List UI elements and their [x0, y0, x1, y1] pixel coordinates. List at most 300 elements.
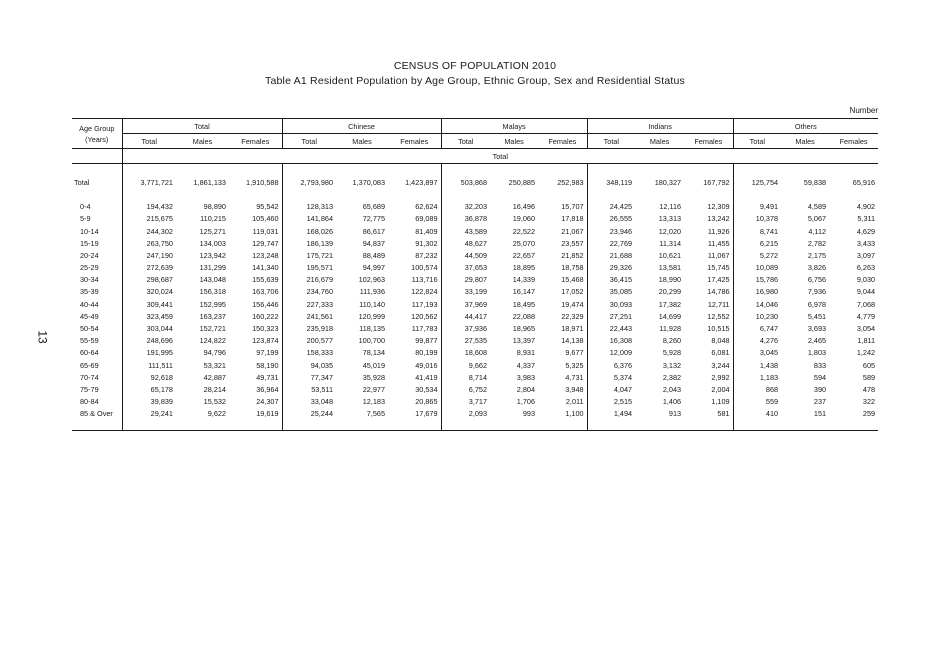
value-cell: 3,717	[441, 396, 490, 408]
value-cell: 158,333	[282, 347, 336, 359]
value-cell: 2,465	[807, 336, 827, 346]
value-cell: 28,214	[203, 384, 226, 394]
value-cell: 581	[717, 409, 730, 419]
value-cell: 10,515	[707, 324, 730, 334]
value-cell: 2,382	[662, 372, 682, 382]
value-cell: 259	[862, 409, 876, 419]
value-cell: 18,990	[658, 275, 682, 285]
table-body	[72, 164, 878, 431]
value-cell: 5,311	[857, 214, 876, 224]
value-cell: 237	[813, 397, 827, 407]
value-cell: 23,946	[587, 225, 635, 237]
value-cell: 191,995	[122, 347, 176, 359]
value-cell: 16,496	[512, 202, 536, 212]
value-cell: 589	[862, 372, 876, 382]
value-cell: 410	[733, 408, 781, 420]
value-cell: 8,741	[733, 225, 781, 237]
value-cell: 1,811	[857, 336, 876, 346]
value-cell: 194,432	[122, 201, 176, 213]
value-cell: 32,203	[441, 201, 490, 213]
value-cell: 120,999	[358, 311, 386, 321]
value-cell: 36,415	[587, 274, 635, 286]
value-cell: 594	[813, 372, 827, 382]
value-cell: 111,936	[359, 287, 386, 297]
value-cell: 2,004	[711, 384, 730, 394]
age-group-cell: 35-39	[80, 287, 99, 297]
value-cell: 2,043	[662, 384, 682, 394]
value-cell: 37,936	[441, 322, 490, 334]
value-cell: 24,307	[256, 397, 279, 407]
value-cell: 1,183	[733, 371, 781, 383]
age-group-cell: 30-34	[80, 275, 99, 285]
value-cell: 18,895	[512, 263, 536, 273]
value-cell: 227,333	[282, 298, 336, 310]
value-cell: 22,977	[362, 384, 386, 394]
value-cell: 2,515	[587, 396, 635, 408]
value-cell: 19,060	[512, 214, 536, 224]
value-cell: 141,340	[252, 263, 279, 273]
value-cell: 1,438	[733, 359, 781, 371]
value-cell: 125,271	[199, 226, 226, 236]
value-cell: 1,242	[856, 348, 876, 358]
value-cell: 263,750	[122, 237, 176, 249]
value-cell: 605	[862, 360, 876, 370]
value-cell: 113,716	[411, 275, 438, 285]
value-cell: 6,756	[807, 275, 827, 285]
age-group-cell: 0-4	[80, 202, 91, 212]
value-cell: 2,793,980	[282, 176, 336, 188]
value-cell: 105,460	[252, 214, 279, 224]
value-cell: 18,971	[561, 324, 584, 334]
value-cell: 23,557	[561, 238, 584, 248]
table-row	[72, 359, 878, 371]
value-cell: 9,677	[565, 348, 584, 358]
value-cell: 150,323	[252, 324, 279, 334]
value-cell: 298,687	[122, 274, 176, 286]
value-cell: 13,313	[658, 214, 682, 224]
value-cell: 4,589	[807, 202, 827, 212]
value-cell: 7,068	[856, 299, 876, 309]
value-cell: 18,965	[512, 324, 536, 334]
value-cell: 4,112	[808, 226, 827, 236]
value-cell: 320,024	[122, 286, 176, 298]
value-cell: 16,147	[512, 287, 536, 297]
value-cell: 17,679	[415, 409, 438, 419]
subheader-males: Males	[192, 136, 213, 146]
table-row	[72, 383, 878, 395]
value-cell: 124,822	[199, 336, 226, 346]
value-cell: 81,409	[415, 226, 438, 236]
table-row	[72, 249, 878, 261]
value-cell: 2,175	[807, 250, 827, 260]
value-cell: 2,804	[516, 384, 536, 394]
group-header-total: Total	[122, 119, 282, 134]
value-cell: 36,878	[441, 213, 490, 225]
value-cell: 234,760	[282, 286, 336, 298]
group-header-chinese: Chinese	[282, 119, 441, 134]
value-cell: 14,046	[733, 298, 781, 310]
subheader-males: Males	[649, 136, 670, 146]
subheader-females: Females	[839, 136, 868, 146]
page-number: 13	[35, 330, 50, 344]
value-cell: 95,542	[256, 202, 279, 212]
value-cell: 21,067	[561, 226, 584, 236]
value-cell: 11,926	[707, 226, 730, 236]
value-cell: 53,321	[203, 360, 226, 370]
unit-label: Number	[849, 106, 878, 115]
value-cell: 20,865	[415, 397, 438, 407]
value-cell: 4,731	[565, 372, 584, 382]
value-cell: 5,451	[807, 311, 827, 321]
age-group-header	[72, 119, 122, 149]
value-cell: 30,093	[587, 298, 635, 310]
value-cell: 49,016	[415, 360, 438, 370]
value-cell: 48,627	[441, 237, 490, 249]
value-cell: 151	[813, 409, 827, 419]
value-cell: 1,100	[565, 409, 584, 419]
value-cell: 167,792	[703, 177, 730, 187]
value-cell: 12,552	[707, 311, 730, 321]
value-cell: 186,139	[282, 237, 336, 249]
value-cell: 94,035	[282, 359, 336, 371]
value-cell: 309,441	[122, 298, 176, 310]
value-cell: 156,446	[252, 299, 279, 309]
value-cell: 80,199	[415, 348, 438, 358]
value-cell: 18,495	[512, 299, 536, 309]
value-cell: 1,803	[807, 348, 827, 358]
value-cell: 15,468	[561, 275, 584, 285]
subheader-total: Total	[733, 134, 781, 149]
value-cell: 152,721	[199, 324, 226, 334]
age-group-cell: 5-9	[80, 214, 91, 224]
value-cell: 16,308	[587, 335, 635, 347]
value-cell: 833	[813, 360, 827, 370]
age-group-cell: 20-24	[80, 250, 99, 260]
value-cell: 6,752	[441, 383, 490, 395]
value-cell: 241,561	[282, 310, 336, 322]
value-cell: 91,302	[415, 238, 438, 248]
value-cell: 2,782	[807, 238, 827, 248]
value-cell: 94,837	[362, 238, 386, 248]
age-group-cell: 80-84	[80, 397, 99, 407]
value-cell: 19,619	[256, 409, 279, 419]
value-cell: 16,980	[733, 286, 781, 298]
age-group-cell: Total	[74, 177, 90, 187]
value-cell: 77,347	[282, 371, 336, 383]
value-cell: 17,818	[561, 214, 584, 224]
value-cell: 323,459	[122, 310, 176, 322]
value-cell: 119,031	[252, 226, 279, 236]
value-cell: 12,116	[659, 202, 682, 212]
group-header-indians: Indians	[587, 119, 733, 134]
value-cell: 5,325	[565, 360, 584, 370]
value-cell: 26,555	[587, 213, 635, 225]
census-table	[72, 118, 878, 431]
value-cell: 5,067	[807, 214, 827, 224]
value-cell: 180,327	[654, 177, 682, 187]
value-cell: 390	[813, 384, 827, 394]
age-group-unit: (Years)	[85, 134, 109, 144]
value-cell: 10,378	[733, 213, 781, 225]
value-cell: 17,052	[561, 287, 584, 297]
value-cell: 29,807	[441, 274, 490, 286]
value-cell: 102,963	[358, 275, 386, 285]
value-cell: 4,779	[856, 311, 876, 321]
value-cell: 141,864	[282, 213, 336, 225]
age-group-cell: 15-19	[80, 238, 99, 248]
value-cell: 252,983	[557, 177, 584, 187]
subheader-total: Total	[282, 134, 336, 149]
value-cell: 9,030	[856, 275, 876, 285]
table-row	[72, 396, 878, 408]
value-cell: 235,918	[282, 322, 336, 334]
value-cell: 1,370,083	[352, 177, 386, 187]
value-cell: 78,134	[362, 348, 386, 358]
age-group-cell: 55-59	[80, 336, 99, 346]
value-cell: 99,877	[415, 336, 438, 346]
value-cell: 125,754	[733, 176, 781, 188]
group-header-malays: Malays	[441, 119, 587, 134]
value-cell: 5,374	[587, 371, 635, 383]
subheader-females: Females	[548, 136, 577, 146]
value-cell: 14,786	[707, 287, 730, 297]
subheader-females: Females	[400, 136, 429, 146]
value-cell: 65,689	[362, 202, 386, 212]
value-cell: 11,314	[659, 238, 682, 248]
subheader-males: Males	[504, 136, 524, 146]
age-group-cell: 60-64	[80, 348, 99, 358]
value-cell: 45,019	[362, 360, 386, 370]
value-cell: 30,534	[415, 384, 438, 394]
value-cell: 993	[522, 409, 536, 419]
value-cell: 12,183	[362, 397, 386, 407]
value-cell: 134,003	[199, 238, 226, 248]
value-cell: 163,706	[252, 287, 279, 297]
value-cell: 12,711	[707, 299, 730, 309]
page-title: CENSUS OF POPULATION 2010	[393, 60, 557, 72]
table-row	[72, 335, 878, 347]
value-cell: 117,193	[411, 299, 438, 309]
value-cell: 110,215	[200, 214, 226, 224]
table-row	[72, 213, 878, 225]
value-cell: 3,097	[856, 250, 876, 260]
total-row	[72, 176, 878, 188]
value-cell: 8,260	[662, 336, 682, 346]
value-cell: 22,522	[512, 226, 536, 236]
table-row	[72, 225, 878, 237]
value-cell: 22,088	[512, 311, 536, 321]
value-cell: 14,699	[658, 311, 682, 321]
value-cell: 6,215	[733, 237, 781, 249]
value-cell: 87,232	[415, 250, 438, 260]
value-cell: 9,622	[207, 409, 226, 419]
value-cell: 247,190	[122, 249, 176, 261]
age-group-cell: 85 & Over	[80, 409, 113, 419]
value-cell: 2,093	[441, 408, 490, 420]
value-cell: 7,936	[807, 287, 827, 297]
table-row	[72, 274, 878, 286]
value-cell: 12,309	[707, 202, 730, 212]
subheader-total: Total	[441, 134, 490, 149]
value-cell: 21,852	[561, 250, 584, 260]
value-cell: 117,783	[411, 324, 438, 334]
value-cell: 22,769	[587, 237, 635, 249]
value-cell: 168,026	[282, 225, 336, 237]
value-cell: 29,241	[122, 408, 176, 420]
value-cell: 913	[668, 409, 682, 419]
value-cell: 62,624	[415, 202, 438, 212]
value-cell: 9,662	[441, 359, 490, 371]
age-group-cell: 50-54	[80, 324, 99, 334]
age-group-cell: 45-49	[80, 311, 99, 321]
value-cell: 20,299	[658, 287, 682, 297]
table-row	[72, 262, 878, 274]
value-cell: 111,511	[122, 359, 176, 371]
table-row	[72, 408, 878, 420]
subheader-males: Males	[795, 136, 815, 146]
value-cell: 3,948	[565, 384, 584, 394]
table-row	[72, 322, 878, 334]
value-cell: 195,571	[282, 262, 336, 274]
value-cell: 10,230	[733, 310, 781, 322]
value-cell: 3,132	[662, 360, 682, 370]
value-cell: 2,992	[711, 372, 730, 382]
value-cell: 44,509	[441, 249, 490, 261]
value-cell: 244,302	[122, 225, 176, 237]
table-row	[72, 371, 878, 383]
value-cell: 4,902	[856, 202, 876, 212]
residential-status-header: Total	[122, 149, 878, 164]
value-cell: 156,318	[199, 287, 226, 297]
value-cell: 21,688	[587, 249, 635, 261]
value-cell: 215,675	[122, 213, 176, 225]
value-cell: 3,771,721	[122, 176, 176, 188]
value-cell: 65,178	[122, 383, 176, 395]
value-cell: 250,885	[508, 177, 536, 187]
value-cell: 17,425	[707, 275, 730, 285]
value-cell: 100,574	[411, 263, 438, 273]
value-cell: 17,382	[658, 299, 682, 309]
subheader-females: Females	[694, 136, 723, 146]
value-cell: 322	[862, 397, 876, 407]
value-cell: 88,489	[362, 250, 386, 260]
value-cell: 18,608	[441, 347, 490, 359]
value-cell: 72,775	[362, 214, 386, 224]
value-cell: 33,048	[282, 396, 336, 408]
value-cell: 92,618	[122, 371, 176, 383]
value-cell: 152,995	[199, 299, 226, 309]
value-cell: 10,089	[733, 262, 781, 274]
age-group-cell: 25-29	[80, 263, 99, 273]
value-cell: 3,045	[733, 347, 781, 359]
value-cell: 303,044	[122, 322, 176, 334]
value-cell: 1,406	[662, 397, 682, 407]
value-cell: 37,653	[441, 262, 490, 274]
value-cell: 94,796	[203, 348, 226, 358]
value-cell: 13,397	[512, 336, 536, 346]
age-group-cell: 40-44	[80, 299, 99, 309]
value-cell: 25,070	[512, 238, 536, 248]
value-cell: 248,696	[122, 335, 176, 347]
value-cell: 98,890	[203, 202, 226, 212]
value-cell: 12,020	[658, 226, 682, 236]
value-cell: 348,119	[587, 176, 635, 188]
value-cell: 94,997	[362, 263, 386, 273]
value-cell: 216,679	[282, 274, 336, 286]
value-cell: 123,942	[199, 250, 226, 260]
value-cell: 12,009	[587, 347, 635, 359]
value-cell: 13,581	[658, 263, 682, 273]
value-cell: 15,786	[733, 274, 781, 286]
age-group-cell: 75-79	[80, 384, 99, 394]
value-cell: 8,714	[441, 371, 490, 383]
value-cell: 4,629	[856, 226, 876, 236]
subheader-males: Males	[352, 136, 372, 146]
value-cell: 4,276	[733, 335, 781, 347]
table-subtitle: Table A1 Resident Population by Age Group, Ethnic Group, Sex and Residential Status	[265, 75, 685, 87]
value-cell: 9,491	[733, 201, 781, 213]
value-cell: 3,983	[516, 372, 536, 382]
table-row	[72, 237, 878, 249]
subheader-total: Total	[122, 134, 176, 149]
value-cell: 478	[862, 384, 876, 394]
value-cell: 15,532	[203, 397, 226, 407]
table-row	[72, 298, 878, 310]
value-cell: 8,931	[516, 348, 536, 358]
value-cell: 19,474	[561, 299, 584, 309]
value-cell: 58,190	[256, 360, 279, 370]
value-cell: 22,657	[512, 250, 536, 260]
subheader-row	[72, 134, 878, 149]
value-cell: 29,326	[587, 262, 635, 274]
value-cell: 110,140	[359, 299, 386, 309]
table-row	[72, 310, 878, 322]
value-cell: 1,423,897	[405, 177, 438, 187]
value-cell: 4,337	[516, 360, 536, 370]
value-cell: 35,085	[587, 286, 635, 298]
value-cell: 5,928	[662, 348, 682, 358]
table-row	[72, 201, 878, 213]
value-cell: 123,248	[252, 250, 279, 260]
value-cell: 2,011	[565, 397, 584, 407]
value-cell: 1,494	[587, 408, 635, 420]
value-cell: 15,745	[707, 263, 730, 273]
value-cell: 43,589	[441, 225, 490, 237]
value-cell: 118,135	[359, 324, 386, 334]
value-cell: 503,868	[441, 176, 490, 188]
age-group-label: Age Group	[79, 123, 115, 133]
value-cell: 9,044	[856, 287, 876, 297]
value-cell: 6,376	[587, 359, 635, 371]
value-cell: 14,339	[512, 275, 536, 285]
value-cell: 3,693	[807, 324, 827, 334]
subheader-females: Females	[241, 136, 270, 146]
value-cell: 35,928	[362, 372, 386, 382]
value-cell: 122,824	[411, 287, 438, 297]
value-cell: 37,969	[441, 298, 490, 310]
age-group-cell: 10-14	[80, 226, 99, 236]
value-cell: 155,639	[252, 275, 279, 285]
value-cell: 163,237	[199, 311, 226, 321]
value-cell: 36,964	[256, 384, 279, 394]
table-row	[72, 347, 878, 359]
value-cell: 14,138	[561, 336, 584, 346]
value-cell: 1,910,588	[246, 177, 279, 187]
value-cell: 53,511	[282, 383, 336, 395]
age-group-cell: 70-74	[80, 372, 99, 382]
value-cell: 18,758	[561, 263, 584, 273]
value-cell: 3,244	[711, 360, 730, 370]
